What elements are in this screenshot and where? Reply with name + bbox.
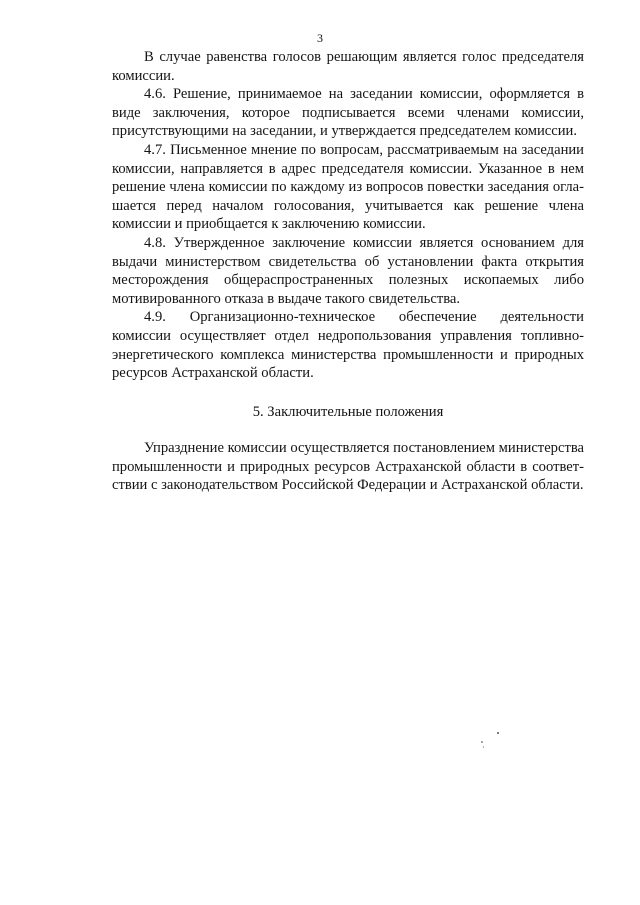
paragraph-final-provisions: Упразднение комиссии осуществляется постановлением министерства промышленности и природных ресурсов Астраханской области в соответствии с законодательством Российской Федерации и Астраханской области. bbox=[112, 440, 584, 494]
scan-speck bbox=[497, 732, 499, 734]
scan-speck bbox=[483, 746, 484, 748]
document-body bbox=[112, 48, 584, 495]
section-heading: 5. Заключительные положения bbox=[252, 403, 444, 420]
paragraph-tie-vote: В случае равенства голосов решающим является голос председателя комиссии. bbox=[112, 49, 584, 84]
paragraph-4-8: 4.8. Утвержденное заключение комиссии является основанием для выдачи министерством свидетельства об установлении факта открытия месторождения общераспространенных полезных ископаемых либо мотивированного отказа в выдаче такого свидетельства. bbox=[112, 234, 584, 307]
paragraph-4-6: 4.6. Решение, принимаемое на заседании комиссии, оформляется в виде заключения, которое подписывается всеми членами комиссии, присутствующими на заседании, и утверждается председателем комиссии. bbox=[112, 86, 584, 140]
paragraph-4-9: 4.9. Организационно-техническое обеспечение деятельности комиссии осуществляет отдел недропользования управления топливно-энергетического комплекса министерства промышленности и природных ресурсов Астраханской области. bbox=[112, 309, 584, 382]
page-number: 3 bbox=[317, 31, 323, 45]
paragraph-4-7: 4.7. Письменное мнение по вопросам, рассматриваемым на заседании комиссии, направляется в адрес председателя комиссии. Указанное в нем решение члена комиссии по каждому из вопросов повестки заседания оглашается перед началом голосования, учитывается как решение члена комиссии и приобщается к заключению комиссии. bbox=[112, 141, 584, 233]
scan-speck bbox=[481, 741, 483, 743]
